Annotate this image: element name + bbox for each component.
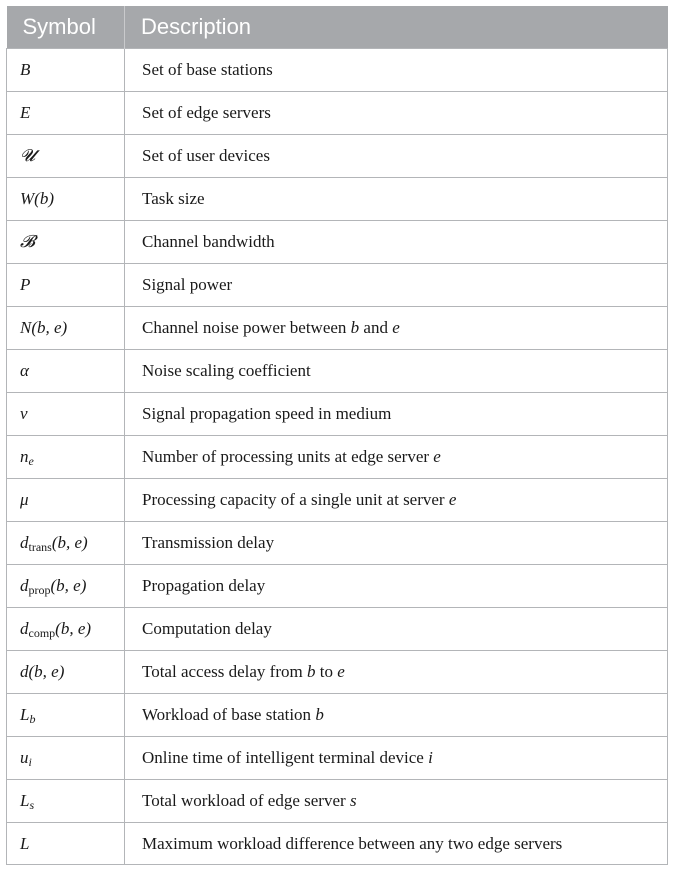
table-row <box>7 608 668 651</box>
symbol-cell: L <box>7 823 125 865</box>
symbol-cell: 𝓑 <box>7 221 125 264</box>
description-cell: Task size <box>125 178 668 221</box>
description-text: to <box>315 662 338 681</box>
symbol-args: (b, e) <box>51 533 88 552</box>
symbol-cell: B <box>7 49 125 92</box>
table-row <box>7 737 668 780</box>
symbol-cell <box>7 780 125 823</box>
symbol-base: L <box>20 791 30 810</box>
description-text: and <box>359 318 393 337</box>
description-cell: Noise scaling coefficient <box>125 350 668 393</box>
symbol-subscript: comp <box>28 626 56 640</box>
table-row <box>7 651 668 694</box>
description-text: Online time of intelligent terminal device <box>142 748 429 767</box>
symbol-subscript: s <box>29 798 35 812</box>
description-cell: Set of user devices <box>125 135 668 178</box>
header-row <box>7 6 668 49</box>
description-variable: e <box>448 490 457 509</box>
description-cell: Set of edge servers <box>125 92 668 135</box>
symbol-base: n <box>20 447 29 466</box>
symbol-cell: μ <box>7 479 125 522</box>
description-variable: e <box>337 662 345 681</box>
description-text: Number of processing units at edge server <box>142 447 434 466</box>
symbol-cell <box>7 565 125 608</box>
table-row <box>7 780 668 823</box>
description-cell: Propagation delay <box>125 565 668 608</box>
symbol-base: d <box>20 533 29 552</box>
table-row <box>7 522 668 565</box>
description-cell: Signal propagation speed in medium <box>125 393 668 436</box>
table-header <box>7 6 668 49</box>
symbol-base: W <box>20 189 35 208</box>
symbol-cell: α <box>7 350 125 393</box>
symbol-args: (b) <box>34 189 54 208</box>
symbol-cell <box>7 694 125 737</box>
description-variable: e <box>433 447 441 466</box>
symbol-cell <box>7 307 125 350</box>
symbol-subscript: prop <box>28 583 51 597</box>
description-text: Total workload of edge server <box>142 791 350 810</box>
table-row <box>7 350 668 393</box>
description-variable: b <box>350 318 360 337</box>
symbol-cell <box>7 651 125 694</box>
symbol-args: (b, e) <box>31 318 68 337</box>
description-variable: s <box>349 791 357 810</box>
description-cell: Computation delay <box>125 608 668 651</box>
description-cell: Transmission delay <box>125 522 668 565</box>
table-row <box>7 694 668 737</box>
description-text: Total access delay from <box>142 662 307 681</box>
description-variable: b <box>306 662 316 681</box>
description-variable: b <box>315 705 324 724</box>
symbol-cell: v <box>7 393 125 436</box>
table-row <box>7 479 668 522</box>
symbol-subscript: trans <box>28 540 52 554</box>
symbol-table <box>6 6 668 865</box>
symbol-args: (b, e) <box>55 619 92 638</box>
symbol-cell: 𝓤 <box>7 135 125 178</box>
table-row <box>7 92 668 135</box>
description-cell: Channel bandwidth <box>125 221 668 264</box>
description-cell <box>125 307 668 350</box>
symbol-subscript: b <box>29 712 36 726</box>
symbol-subscript: i <box>28 755 32 769</box>
description-variable: i <box>428 748 433 767</box>
symbol-base: d <box>20 576 29 595</box>
header-description: Description <box>125 6 668 49</box>
symbol-cell <box>7 608 125 651</box>
symbol-cell <box>7 737 125 780</box>
description-cell <box>125 780 668 823</box>
table-row <box>7 565 668 608</box>
description-cell <box>125 694 668 737</box>
table-row <box>7 135 668 178</box>
symbol-args: (b, e) <box>28 662 65 681</box>
table-row <box>7 49 668 92</box>
header-symbol: Symbol <box>7 6 125 49</box>
symbol-base: N <box>20 318 32 337</box>
symbol-cell <box>7 522 125 565</box>
symbol-base: L <box>20 705 30 724</box>
description-cell <box>125 651 668 694</box>
symbol-cell <box>7 178 125 221</box>
symbol-base: u <box>20 748 29 767</box>
symbol-cell <box>7 436 125 479</box>
symbol-subscript: e <box>28 454 34 468</box>
description-cell: Maximum workload difference between any two edge servers <box>125 823 668 865</box>
table-row <box>7 436 668 479</box>
description-cell: Set of base stations <box>125 49 668 92</box>
description-variable: e <box>392 318 400 337</box>
description-cell: Signal power <box>125 264 668 307</box>
symbol-cell: P <box>7 264 125 307</box>
table-row <box>7 178 668 221</box>
description-cell <box>125 737 668 780</box>
table-row <box>7 264 668 307</box>
table-body <box>7 49 668 865</box>
description-text: Workload of base station <box>142 705 316 724</box>
symbol-args: (b, e) <box>50 576 87 595</box>
symbol-base: d <box>20 619 29 638</box>
table-row <box>7 221 668 264</box>
symbol-cell: E <box>7 92 125 135</box>
description-cell <box>125 436 668 479</box>
description-text: Channel noise power between <box>142 318 351 337</box>
description-text: Processing capacity of a single unit at server <box>142 490 449 509</box>
table-row <box>7 307 668 350</box>
description-cell <box>125 479 668 522</box>
symbol-table-container <box>6 6 667 865</box>
table-row <box>7 823 668 865</box>
symbol-base: d <box>20 662 29 681</box>
table-row <box>7 393 668 436</box>
